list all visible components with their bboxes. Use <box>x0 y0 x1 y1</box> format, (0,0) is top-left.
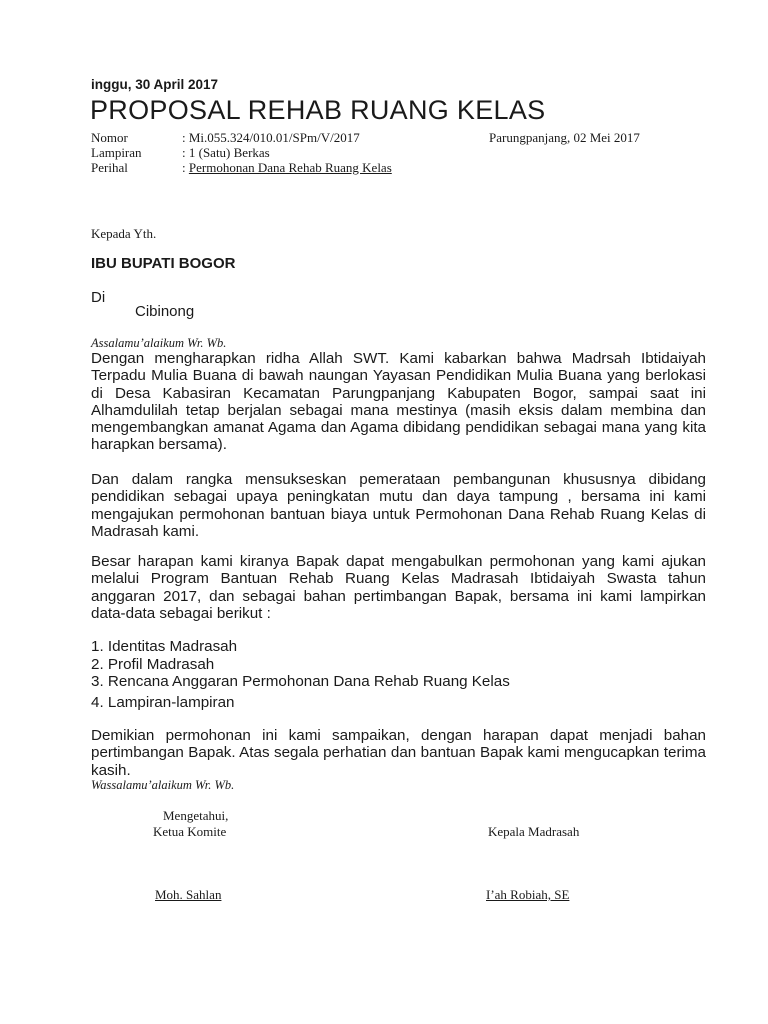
nomor-label: Nomor <box>91 130 128 145</box>
perihal-row <box>91 160 701 175</box>
page-title: PROPOSAL REHAB RUANG KELAS <box>90 95 546 125</box>
nomor-value: : Mi.055.324/010.01/SPm/V/2017 <box>182 130 360 145</box>
body-paragraph-3: Besar harapan kami kiranya Bapak dapat mengabulkan permohonan yang kami ajukan melalui Program Bantuan Rehab Ruang Kelas Madrasah Ibtidaiyah Swasta tahun anggaran 2017, dan sebagai bahan pertimbangan Bapak, bersama ini kami lampirkan data-data sebagai berikut : <box>91 553 706 622</box>
body-paragraph-2: Dan dalam rangka mensukseskan pemerataan pembangunan khususnya dibidang pendidikan sebagai upaya peningkatan mutu dan daya tampung , bersama ini kami mengajukan permohonan bantuan biaya untuk Permohonan Dana Rehab Ruang Kelas di Madrasah kami. <box>91 471 706 540</box>
sig-mengetahui: Mengetahui, <box>163 808 229 823</box>
list-item: 2. Profil Madrasah <box>91 655 215 673</box>
signature-block-left <box>153 808 228 840</box>
opening-greeting: Assalamu’alaikum Wr. Wb. <box>91 336 227 350</box>
place-date: Parungpanjang, 02 Mei 2017 <box>489 130 640 145</box>
salutation-kepada: Kepada Yth. <box>91 226 157 241</box>
list-item: 4. Lampiran-lampiran <box>91 693 235 711</box>
perihal-colon: : <box>182 160 189 175</box>
closing-greeting: Wassalamu’alaikum Wr. Wb. <box>91 778 235 792</box>
recipient-di: Di <box>91 289 106 306</box>
recipient-city: Cibinong <box>135 303 195 320</box>
nomor-row <box>91 130 701 145</box>
sig-kepala-madrasah: Kepala Madrasah <box>488 824 580 839</box>
lampiran-row <box>91 145 701 160</box>
attachment-list <box>91 638 510 711</box>
signatory-name-right: I’ah Robiah, SE <box>486 887 570 902</box>
perihal-label: Perihal <box>91 160 128 175</box>
signatory-name-left: Moh. Sahlan <box>155 887 222 902</box>
closing-paragraph: Demikian permohonan ini kami sampaikan, dengan harapan dapat menjadi bahan pertimbangan Bapak. Atas segala perhatian dan bantuan Bapak kami mengucapkan terima kasih. <box>91 727 706 779</box>
perihal-value: Permohonan Dana Rehab Ruang Kelas <box>188 160 392 175</box>
list-item: 1. Identitas Madrasah <box>91 638 238 655</box>
list-item: 3. Rencana Anggaran Permohonan Dana Rehab Ruang Kelas <box>91 673 510 690</box>
body-paragraph-1: Dengan mengharapkan ridha Allah SWT. Kami kabarkan bahwa Madrsah Ibtidaiyah Terpadu Mulia Buana di bawah naungan Yayasan Pendidikan Mulia Buana yang berlokasi di Desa Kabasiran Kecamatan Parungpanjang Kabupaten Bogor, sampai saat ini Alhamdulilah tetap berjalan sebagai mana mestinya (masih eksis dalam membina dan mengembangkan amanat Agama dan Agama dibidang pendidikan sebagai mana yang kita harapkan bersama). <box>91 350 706 454</box>
lampiran-value: : 1 (Satu) Berkas <box>182 145 270 160</box>
sig-ketua-komite: Ketua Komite <box>153 824 227 839</box>
perihal-value-wrap <box>182 160 392 175</box>
date-header: inggu, 30 April 2017 <box>91 77 219 92</box>
recipient-name: IBU BUPATI BOGOR <box>91 255 236 272</box>
letter-metadata <box>91 130 701 175</box>
lampiran-label: Lampiran <box>91 145 142 160</box>
